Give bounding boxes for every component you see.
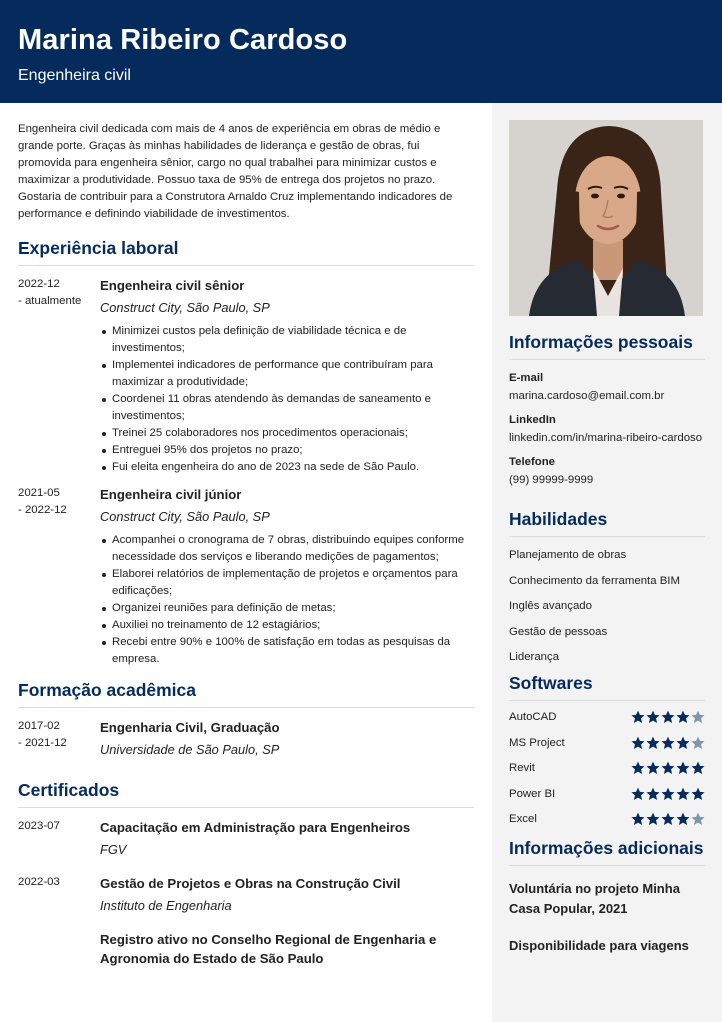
job-end-date: - atualmente bbox=[18, 295, 82, 307]
job-employer: Construct City, São Paulo, SP bbox=[100, 509, 270, 524]
certificate-date: 2023-07 bbox=[18, 820, 60, 832]
certificate-date bbox=[18, 930, 100, 968]
software-name: AutoCAD bbox=[509, 711, 557, 724]
certificate-entry bbox=[18, 874, 474, 915]
star-filled-icon bbox=[631, 761, 645, 775]
skill-item: Liderança bbox=[509, 651, 560, 663]
software-name: MS Project bbox=[509, 736, 565, 749]
education-end-date: - 2021-12 bbox=[18, 737, 67, 749]
candidate-role: Engenheira civil bbox=[18, 67, 131, 84]
education-heading: Formação acadêmica bbox=[18, 680, 474, 708]
certificate-entry bbox=[18, 930, 474, 968]
star-filled-icon bbox=[661, 710, 675, 724]
duty-item: Acompanhei o cronograma de 7 obras, distribuindo equipes conforme necessidade dos serviços e liberando medições de pagamentos; bbox=[100, 532, 474, 566]
software-item bbox=[509, 705, 705, 731]
skills-heading: Habilidades bbox=[509, 509, 705, 537]
phone-label: Telefone bbox=[509, 456, 555, 468]
duty-item: Organizei reuniões para definição de metas; bbox=[100, 600, 474, 617]
star-filled-icon bbox=[676, 761, 690, 775]
star-filled-icon bbox=[631, 812, 645, 826]
education-entry bbox=[18, 718, 474, 759]
duty-item: Treinei 25 colaboradores nos procedimentos operacionais; bbox=[100, 425, 474, 442]
job-dates bbox=[18, 485, 100, 668]
software-item bbox=[509, 807, 705, 833]
certificate-date: 2022-03 bbox=[18, 876, 60, 888]
duty-item: Implementei indicadores de performance que contribuíram para maximizar a produtividade; bbox=[100, 357, 474, 391]
duty-item: Recebi entre 90% e 100% de satisfação em todas as pesquisas da empresa. bbox=[100, 634, 474, 668]
profile-photo bbox=[509, 120, 703, 316]
star-empty-icon bbox=[691, 812, 705, 826]
duty-item: Minimizei custos pela definição de viabilidade técnica e de investimentos; bbox=[100, 323, 474, 357]
star-filled-icon bbox=[691, 787, 705, 801]
skills-list bbox=[509, 547, 705, 675]
education-dates bbox=[18, 718, 100, 759]
job-duties bbox=[100, 323, 474, 476]
star-filled-icon bbox=[646, 736, 660, 750]
certificate-title: Gestão de Projetos e Obras na Construção Civil bbox=[100, 876, 401, 891]
star-filled-icon bbox=[646, 710, 660, 724]
duty-item: Elaborei relatórios de implementação de projetos e orçamentos para edificações; bbox=[100, 566, 474, 600]
star-filled-icon bbox=[631, 736, 645, 750]
software-name: Revit bbox=[509, 762, 535, 775]
job-start-date: 2021-05 bbox=[18, 487, 60, 499]
software-rating bbox=[631, 761, 705, 775]
certificate-entry bbox=[18, 818, 474, 859]
star-filled-icon bbox=[646, 787, 660, 801]
software-item bbox=[509, 756, 705, 782]
linkedin-value[interactable]: linkedin.com/in/marina-ribeiro-cardoso bbox=[509, 432, 703, 444]
software-rating bbox=[631, 812, 705, 826]
job-entry bbox=[18, 276, 474, 476]
duty-item: Auxiliei no treinamento de 12 estagiários; bbox=[100, 617, 474, 634]
star-filled-icon bbox=[646, 761, 660, 775]
personal-info-heading: Informações pessoais bbox=[509, 332, 705, 360]
star-filled-icon bbox=[661, 812, 675, 826]
software-list bbox=[509, 705, 705, 833]
skill-item: Gestão de pessoas bbox=[509, 625, 608, 638]
skill-item: Conhecimento da ferramenta BIM bbox=[509, 574, 680, 587]
star-empty-icon bbox=[691, 736, 705, 750]
star-filled-icon bbox=[631, 710, 645, 724]
skill-item: Inglês avançado bbox=[509, 600, 592, 612]
phone-value: (99) 99999-9999 bbox=[509, 474, 594, 486]
star-filled-icon bbox=[691, 761, 705, 775]
institution: Universidade de São Paulo, SP bbox=[100, 742, 280, 757]
software-item bbox=[509, 730, 705, 756]
job-end-date: - 2022-12 bbox=[18, 504, 67, 516]
certificate-title: Capacitação em Administração para Engenheiros bbox=[100, 820, 411, 835]
linkedin-label: LinkedIn bbox=[509, 414, 556, 426]
degree-title: Engenharia Civil, Graduação bbox=[100, 720, 280, 735]
star-filled-icon bbox=[661, 736, 675, 750]
education-start-date: 2017-02 bbox=[18, 720, 60, 732]
software-name: Excel bbox=[509, 813, 537, 826]
certificate-issuer: Instituto de Engenharia bbox=[100, 898, 232, 913]
software-heading: Softwares bbox=[509, 673, 705, 701]
star-empty-icon bbox=[691, 710, 705, 724]
candidate-name: Marina Ribeiro Cardoso bbox=[18, 24, 348, 56]
job-title: Engenheira civil júnior bbox=[100, 487, 242, 502]
star-filled-icon bbox=[676, 812, 690, 826]
software-rating bbox=[631, 736, 705, 750]
star-filled-icon bbox=[676, 736, 690, 750]
sidebar bbox=[492, 103, 722, 1022]
job-start-date: 2022-12 bbox=[18, 278, 60, 290]
certificate-title: Registro ativo no Conselho Regional de Engenharia e Agronomia do Estado de São Paulo bbox=[100, 932, 437, 966]
email-value[interactable]: marina.cardoso@email.com.br bbox=[509, 390, 665, 402]
experience-heading: Experiência laboral bbox=[18, 238, 474, 266]
job-duties bbox=[100, 532, 474, 668]
additional-item: Voluntária no projeto Minha Casa Popular, 2021 bbox=[509, 881, 680, 916]
main-column bbox=[0, 103, 492, 968]
star-filled-icon bbox=[661, 787, 675, 801]
skill-item: Planejamento de obras bbox=[509, 549, 627, 561]
duty-item: Fui eleita engenheira do ano de 2023 na sede de São Paulo. bbox=[100, 459, 474, 476]
additional-item: Disponibilidade para viagens bbox=[509, 938, 689, 953]
software-rating bbox=[631, 710, 705, 724]
star-filled-icon bbox=[661, 761, 675, 775]
profile-summary: Engenheira civil dedicada com mais de 4 anos de experiência em obras de médio e grande porte. Graças às minhas habilidades de liderança e gestão de obras, fui promovida para engenheira sênior, cargo no qual trabalhei para minimizar custos e maximizar a produtividade. Possuo taxa de 95% de entrega dos projetos no prazo. Gostaria de contribuir para a Construtora Arnaldo Cruz implementando indicadores de performance e definindo viabilidade de investimentos. bbox=[18, 123, 453, 220]
star-filled-icon bbox=[676, 787, 690, 801]
job-title: Engenheira civil sênior bbox=[100, 278, 245, 293]
additional-info-heading: Informações adicionais bbox=[509, 838, 705, 866]
job-employer: Construct City, São Paulo, SP bbox=[100, 300, 270, 315]
profile-photo-illustration bbox=[509, 120, 703, 316]
software-name: Power BI bbox=[509, 787, 556, 800]
software-item bbox=[509, 781, 705, 807]
star-filled-icon bbox=[631, 787, 645, 801]
star-filled-icon bbox=[676, 710, 690, 724]
duty-item: Coordenei 11 obras atendendo às demandas de saneamento e investimentos; bbox=[100, 391, 474, 425]
job-dates bbox=[18, 276, 100, 476]
star-filled-icon bbox=[646, 812, 660, 826]
software-rating bbox=[631, 787, 705, 801]
certificate-issuer: FGV bbox=[100, 842, 127, 857]
certificates-heading: Certificados bbox=[18, 780, 474, 808]
header bbox=[0, 0, 722, 103]
duty-item: Entreguei 95% dos projetos no prazo; bbox=[100, 442, 474, 459]
job-entry bbox=[18, 485, 474, 668]
email-label: E-mail bbox=[509, 372, 544, 384]
